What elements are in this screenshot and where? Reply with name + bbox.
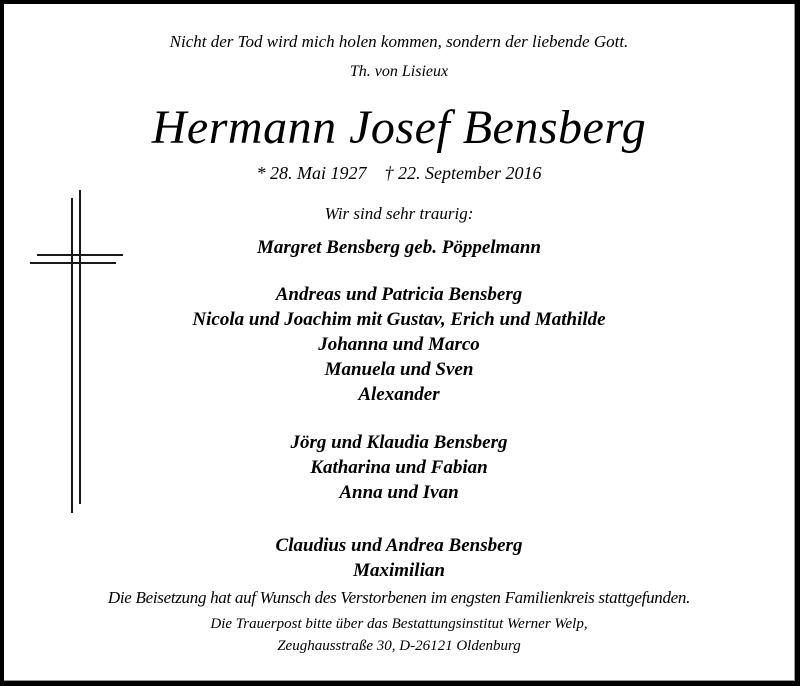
family-line: Maximilian	[353, 560, 445, 581]
deceased-name: Hermann Josef Bensberg	[151, 101, 647, 154]
family-line: Alexander	[358, 384, 440, 405]
family-line: Claudius und Andrea Bensberg	[275, 535, 523, 556]
family-line: Anna und Ivan	[339, 482, 459, 503]
quote-author: Th. von Lisieux	[349, 63, 449, 80]
spouse-name: Margret Bensberg geb. Pöppelmann	[257, 237, 541, 258]
obituary-notice	[4, 4, 795, 681]
family-line: Jörg und Klaudia Bensberg	[290, 432, 508, 453]
quote-text: Nicht der Tod wird mich holen kommen, sondern der liebende Gott.	[169, 32, 629, 51]
mourners-intro: Wir sind sehr traurig:	[324, 204, 474, 223]
mail-address-line1: Die Trauerpost bitte über das Bestattungsinstitut Werner Welp,	[210, 616, 588, 632]
family-line: Nicola und Joachim mit Gustav, Erich und Mathilde	[192, 309, 606, 330]
life-dates	[4, 163, 794, 184]
death-date: † 22. September 2016	[384, 163, 542, 183]
family-line: Katharina und Fabian	[310, 457, 488, 478]
burial-note: Die Beisetzung hat auf Wunsch des Verstorbenen im engsten Familienkreis stattgefunden.	[107, 588, 691, 607]
family-line: Johanna und Marco	[318, 334, 480, 355]
cross-horizontal-bottom	[30, 262, 116, 264]
mail-address-line2: Zeughausstraße 30, D-26121 Oldenburg	[277, 638, 521, 654]
birth-date: * 28. Mai 1927	[256, 163, 367, 183]
family-line: Andreas und Patricia Bensberg	[275, 284, 523, 305]
family-line: Manuela und Sven	[324, 359, 474, 380]
